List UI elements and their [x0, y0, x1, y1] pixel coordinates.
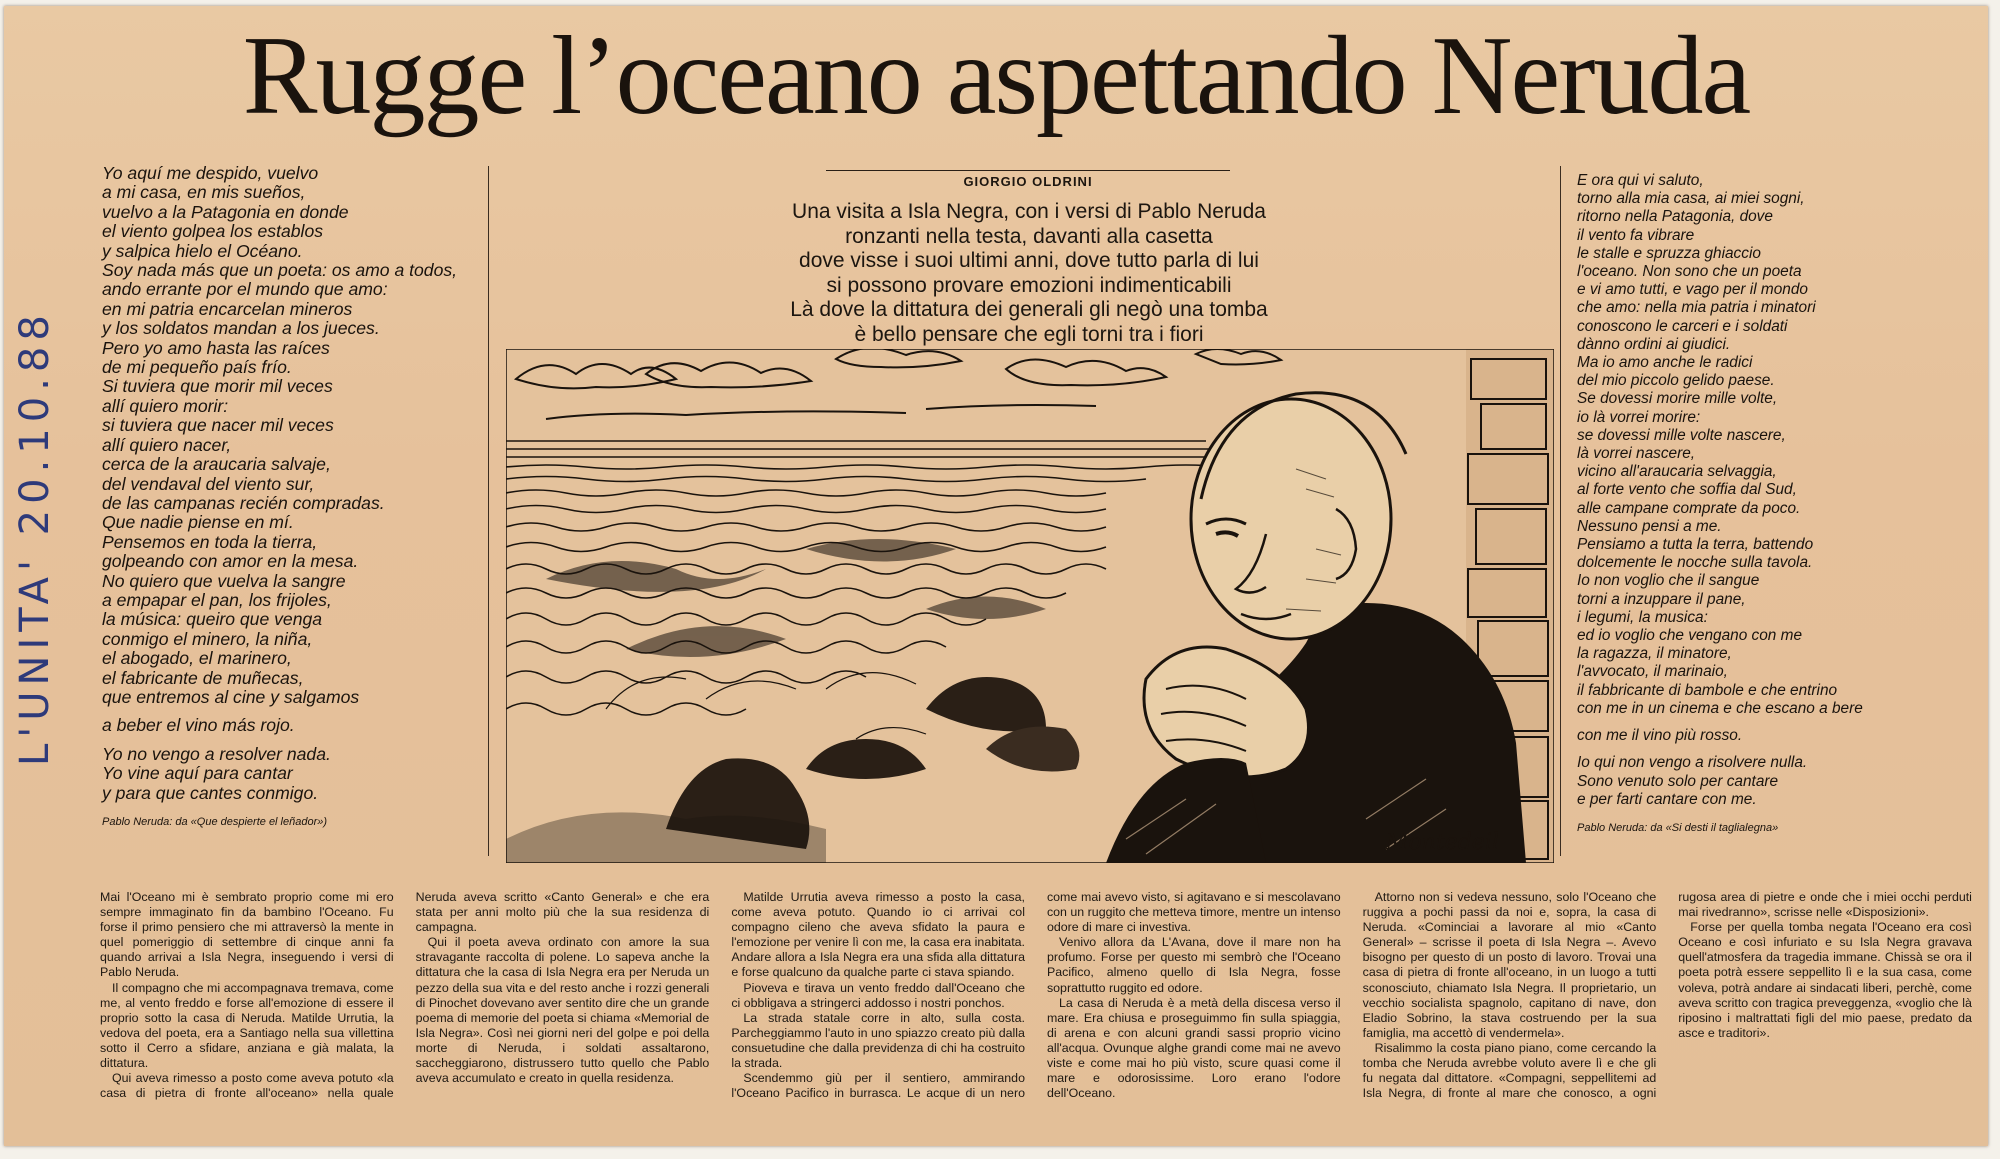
poem-italian-stanza-3 — [1577, 754, 1897, 809]
poem-line: con me in un cinema e che escano a bere — [1577, 699, 1863, 717]
article-paragraph: Qui il poeta aveva ordinato con amore la sua stravagante raccolta di polene. Lo sapeva anche la dittatura che la casa di Isla Negra era per Neruda un pezzo della sua vita e del resto anche i rozzi generali di Pinochet dovevano aver sentito dire che un grande poema di memorie del poeta si chiama «Memorial de Isla Negra». Così nei giorni neri del golpe e poi della morte di Neruda, i soldati assaltarono, saccheggiarono, distrussero tutto quello che Pablo aveva accumulato e creato in quella residenza. — [415, 935, 710, 1086]
poem-line: de mi pequeño país frío. — [102, 357, 292, 378]
poem-line: a mi casa, en mis sueños, — [102, 182, 306, 203]
poem-line: golpeando con amor en la mesa. — [102, 551, 359, 572]
subheading-line: Una visita a Isla Negra, con i versi di Pablo Neruda — [792, 200, 1266, 223]
poem-line: Pensiamo a tutta la terra, battendo — [1577, 536, 1814, 554]
poem-line: Se dovessi morire mille volte, — [1577, 390, 1778, 408]
poem-line: a beber el vino más rojo. — [102, 715, 295, 736]
poem-line: Sono venuto solo per cantare — [1577, 772, 1779, 790]
poem-line: Io non voglio che il sangue — [1577, 572, 1760, 590]
article-paragraph: Il compagno che mi accompagnava tremava, come me, al vento freddo e forse all'emozione di essere il proprio sotto la casa di Neruda. Matilde Urrutia, la vedova del poeta, era a Santiago nella sua villettina sotto il Cerro a sfidare, anziana e già malata, la dittatura. — [100, 980, 394, 1071]
poem-line: il fabbricante di bambole e che entrino — [1577, 681, 1838, 699]
article-paragraph: Forse per quella tomba negata l'Oceano era così Oceano e così infuriato e su Isla Negra gravava quell'atmosfera da tragedia immane. Chissà se ora il poeta potrà essere seppellito lì e la sua casa, come voleva, potrà andare ai sindacati liberi, perchè, come aveva scritto con tragica preveggenza, «voglio che là riposino i maltrattati figli del mio paese, predato da asce e traditori». — [1678, 920, 1972, 1040]
article-paragraph: Risalimmo la costa piano piano, come cercando la tomba che Neruda avrebbe voluto avere lì e che gli fu negata dal dittatore. «Compagni, seppellitemi ad Isla Negra, di fronte al mare che conosco, a ogni rugosa area di pietre e onde che i miei occhi perduti mai rivedranno», scrisse nelle «Disposizioni». — [1362, 890, 1972, 1101]
poem-line: del mio piccolo gelido paese. — [1577, 372, 1775, 390]
poem-line: Ma io amo anche le radici — [1577, 354, 1753, 372]
poem-line: io là vorrei morire: — [1577, 408, 1701, 426]
article-paragraph: Attorno non si vedeva nessuno, solo l'Oceano che ruggiva a pochi passi da noi e, sopra, la casa di Neruda. «Cominciai a lavorare al mio «Canto General» – scrisse il poeta di Isla Negra –. Avevo bisogno per questo di un posto di lavoro. Trovai una casa di pietra di fronte all'oceano, in un luogo a tutti sconosciuto, chiamato Isla Negra. Il proprietario, un vecchio socialista spagnolo, capitano di nave, don Eladio Sobrino, la stava costruendo per la sua famiglia, ma accettò di vendermela». — [1362, 890, 1657, 1040]
poem-line: cerca de la araucaria salvaje, — [102, 454, 331, 475]
poem-line: le stalle e spruzza ghiaccio — [1577, 244, 1761, 262]
poem-line: ritorno nella Patagonia, dove — [1577, 208, 1773, 226]
handwritten-note: L'UNITA' 20.10.88 — [12, 309, 58, 766]
poem-line: si tuviera que nacer mil veces — [102, 415, 334, 436]
poem-line: Que nadie piense en mí. — [102, 512, 294, 533]
poem-line: che amo: nella mia patria i minatori — [1577, 299, 1816, 317]
poem-line: E ora qui vi saluto, — [1577, 172, 1704, 189]
poem-line: la ragazza, il minatore, — [1577, 645, 1732, 663]
subheading-line: si possono provare emozioni indimenticabili — [826, 273, 1232, 297]
poem-line: No quiero que vuelva la sangre — [102, 570, 346, 591]
poem-line: i legumi, la musica: — [1577, 608, 1708, 626]
article-paragraph: Venivo allora da L'Avana, dove il mare non ha profumo. Forse per questo mi sembrò che l'Oceano Pacifico, almeno quello di Isla Negra, fosse soprattutto ruggito ed odore. — [1046, 935, 1341, 995]
poem-line: Soy nada más que un poeta: os amo a todos, — [102, 260, 458, 281]
article-paragraph: Scendemmo giù per il sentiero, ammirando l'Oceano Pacifico in burrasca. Le acque di un nero come mai avevo visto, si agitavano e si mescolavano con un ruggito che metteva timore, mentre un intenso odore di mare ci investiva. — [731, 890, 1341, 1101]
poem-line: conmigo el minero, la niña, — [102, 628, 313, 649]
poem-line: y salpica hielo el Océano. — [102, 240, 303, 261]
poem-spanish-stanza-1 — [102, 164, 482, 707]
poem-line: vuelvo a la Patagonia en donde — [102, 201, 349, 222]
poem-line: alle campane comprate da poco. — [1577, 499, 1801, 517]
poem-line: l'oceano. Non sono che un poeta — [1577, 263, 1802, 281]
poem-line: al forte vento che soffia dal Sud, — [1577, 481, 1797, 499]
poem-line: e per farti cantare con me. — [1577, 790, 1757, 808]
column-rule-left — [488, 166, 489, 856]
poem-line: Si tuviera que morir mil veces — [102, 376, 333, 397]
poem-line: conoscono le carceri e i soldati — [1577, 317, 1788, 335]
newspaper-clipping — [4, 6, 1988, 1146]
poem-line: con me il vino più rosso. — [1577, 727, 1743, 745]
poem-line: e vi amo tutti, e vago per il mondo — [1577, 281, 1808, 299]
article-paragraph: Qui aveva rimesso a posto come aveva potuto «la casa di pietra di fronte all'oceano» nella quale Neruda aveva scritto «Canto General» e che era stata per anni molto più che la sua residenza di campagna. — [100, 890, 710, 1101]
poem-line: ando errante por el mundo que amo: — [102, 279, 388, 300]
article-paragraph: La casa di Neruda è a metà della discesa verso il mare. Era chiusa e proseguimmo fin sulla spiaggia, di arena e con alcuni grandi sassi proprio vicino all'acqua. Ovunque alghe grandi come mai ne avevo viste e come mai ho più visto, scure quasi come il mare e odorosissime. Loro erano l'odore dell'Oceano. — [1046, 995, 1341, 1101]
poem-line: Pensemos en toda la tierra, — [102, 531, 318, 552]
poem-line: dolcemente le nocche sulla tavola. — [1577, 554, 1813, 572]
poem-line: Yo aquí me despido, vuelvo — [102, 163, 319, 183]
poem-line: vicino all'araucaria selvaggia, — [1577, 463, 1777, 481]
poem-line: l'avvocato, il marinaio, — [1577, 663, 1728, 681]
poem-line: torno alla mia casa, ai miei sogni, — [1577, 190, 1805, 208]
poem-line: Yo no vengo a resolver nada. — [102, 743, 331, 764]
subheading-line: Là dove la dittatura dei generali gli negò una tomba — [790, 298, 1268, 321]
poem-line: y para que cantes conmigo. — [102, 782, 319, 803]
byline-rule — [826, 170, 1230, 171]
subheading-line: è bello pensare che egli torni tra i fiori — [854, 322, 1204, 346]
poem-line: en mi patria encarcelan mineros — [102, 298, 353, 319]
poem-line: il vento fa vibrare — [1577, 226, 1695, 244]
poem-line: allí quiero nacer, — [102, 434, 232, 455]
poem-italian — [1577, 172, 1897, 837]
poem-line: Nessuno pensi a me. — [1577, 517, 1722, 535]
poem-line: a empapar el pan, los frijoles, — [102, 589, 332, 610]
poem-line: allí quiero morir: — [102, 395, 229, 416]
poem-line: là vorrei nascere, — [1577, 445, 1696, 463]
poem-line: el abogado, el marinero, — [102, 648, 292, 669]
poem-line: dànno ordini ai giudici. — [1577, 335, 1731, 353]
poem-spanish-stanza-3 — [102, 745, 482, 803]
neruda-seascape-illustration — [506, 349, 1554, 863]
illustration-signature: Montedeil — [1386, 830, 1499, 855]
column-rule-right — [1560, 166, 1561, 856]
poem-line: de las campanas recién compradas. — [102, 492, 385, 513]
article-body — [100, 890, 1972, 1144]
subheading-line: dove visse i suoi ultimi anni, dove tutto parla di lui — [799, 249, 1259, 272]
poem-line: Yo vine aquí para cantar — [102, 763, 293, 784]
poem-line: se dovessi mille volte nascere, — [1577, 426, 1786, 444]
poem-line: que entremos al cine y salgamos — [102, 686, 360, 707]
article-paragraph: Mai l'Oceano mi è sembrato proprio come mi ero sempre immaginato fin da bambino l'Oceano. Fu forse il primo pensiero che mi attraversò la mente in quel pomeriggio di settembre di cinque anni fa quando arrivai a Isla Negra, inseguendo i versi di Pablo Neruda. — [100, 890, 394, 980]
poem-line: Io qui non vengo a risolvere nulla. — [1577, 754, 1808, 772]
article-paragraph: Pioveva e tirava un vento freddo dall'Oceano che ci obbligava a stringerci addosso i nostri ponchos. — [731, 980, 1025, 1010]
poem-line: del vendaval del viento sur, — [102, 473, 315, 494]
poem-line: el viento golpea los establos — [102, 221, 324, 242]
byline: GIORGIO OLDRINI — [963, 174, 1093, 189]
poem-line: Pero yo amo hasta las raíces — [102, 337, 330, 358]
poem-line: el fabricante de muñecas, — [102, 667, 304, 688]
subheading — [704, 200, 1354, 347]
poem-line: torni a inzuppare il pane, — [1577, 590, 1746, 608]
poem-italian-stanza-1 — [1577, 172, 1897, 718]
poem-spanish-credit: Pablo Neruda: da «Que despierte el leñador») — [102, 816, 328, 828]
poem-line: la música: queiro que venga — [102, 609, 323, 630]
poem-spanish-stanza-2 — [102, 716, 482, 735]
poem-italian-credit: Pablo Neruda: da «Si desti il taglialegna» — [1577, 821, 1779, 834]
article-paragraph: Matilde Urrutia aveva rimesso a posto la casa, come aveva potuto. Quando io ci arrivai col compagno cileno che aveva sfidato la paura e l'emozione per venire lì con me, la casa era inabitata. Andare allora a Isla Negra era una sfida alla dittatura e forse qualcuno da qualche parte ci stava spiando. — [731, 890, 1025, 980]
poem-line: y los soldatos mandan a los jueces. — [102, 318, 380, 339]
poem-line: ed io voglio che vengano con me — [1577, 627, 1803, 645]
article-paragraph: La strada statale corre in alto, sulla costa. Parcheggiammo l'auto in uno spiazzo creato più dalla consuetudine che dalla previdenza di chi ha costruito la strada. — [731, 1010, 1025, 1071]
poem-italian-stanza-2 — [1577, 727, 1897, 745]
poem-spanish — [102, 164, 482, 832]
headline: Rugge l’oceano aspettando Neruda — [242, 14, 1750, 138]
subheading-line: ronzanti nella testa, davanti alla casetta — [845, 224, 1213, 248]
